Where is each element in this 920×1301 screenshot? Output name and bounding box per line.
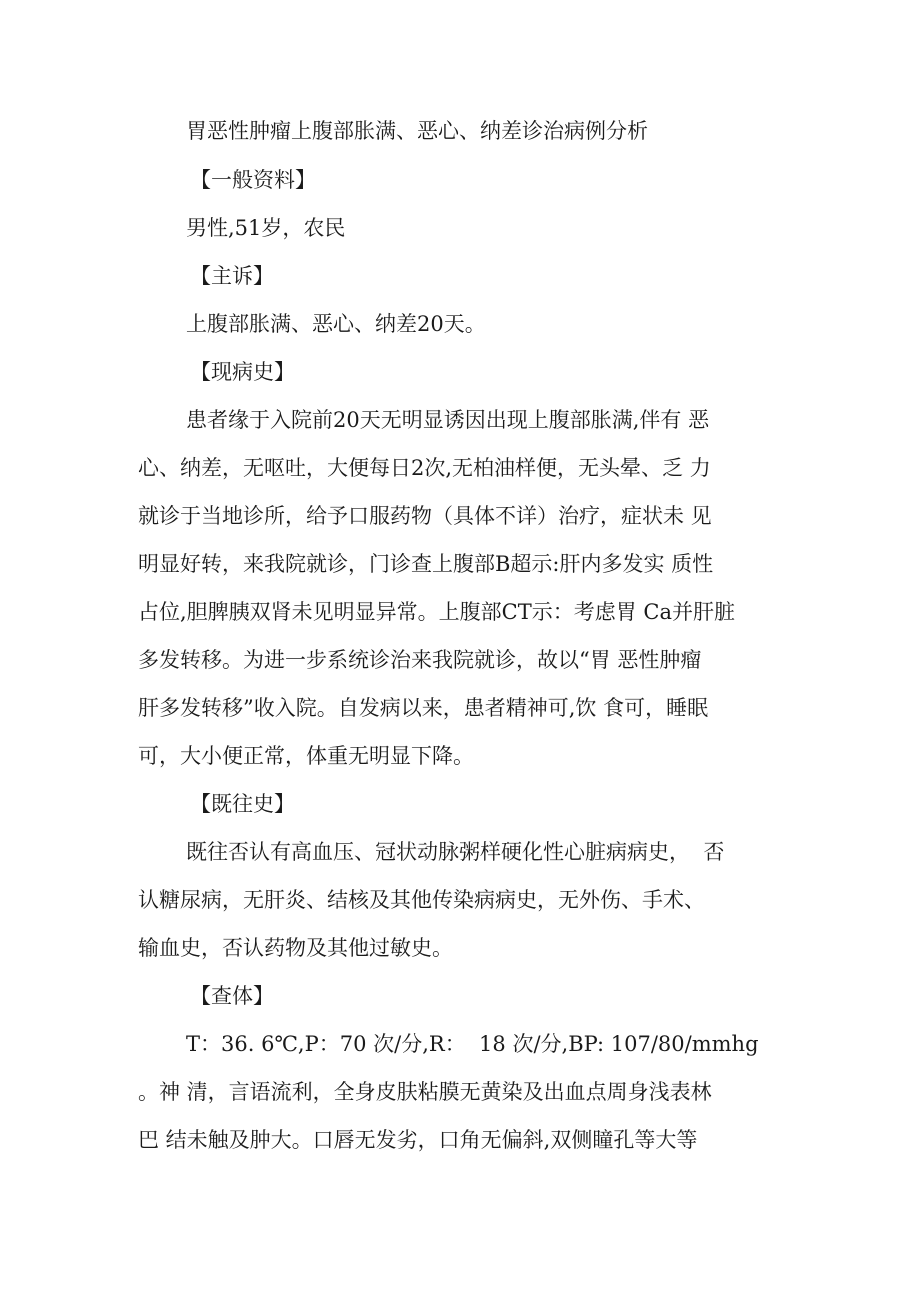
paragraph-line: 明显好转，来我院就诊，门诊查上腹部B超示:肝内多发实 质性 [138, 552, 714, 576]
section-heading-present-illness: 【现病史】 [190, 360, 295, 384]
paragraph-line: 既往否认有高血压、冠状动脉粥样硬化性心脏病病史， 否 [186, 840, 725, 864]
section-heading-general-info: 【一般资料】 [190, 168, 316, 192]
paragraph-line: 巴 结未触及肿大。口唇无发劣，口角无偏斜,双侧瞳孔等大等 [138, 1128, 698, 1152]
paragraph-line: 上腹部胀满、恶心、纳差20天。 [186, 312, 486, 336]
document-title: 胃恶性肿瘤上腹部胀满、恶心、纳差诊治病例分析 [186, 119, 648, 143]
paragraph-line: 输血史，否认药物及其他过敏史。 [138, 936, 453, 960]
paragraph-line: 。神 清，言语流利，全身皮肤粘膜无黄染及出血点周身浅表林 [138, 1080, 712, 1104]
paragraph-line: 肝多发转移”收入院。自发病以来，患者精神可,饮 食可，睡眠 [138, 696, 709, 720]
paragraph-line: 认糖尿病，无肝炎、结核及其他传染病病史，无外伤、手术、 [138, 888, 705, 912]
paragraph-line: 多发转移。为进一步系统诊治来我院就诊，故以“胃 恶性肿瘤 [138, 648, 702, 672]
paragraph-line: T：36. 6℃,P：70 次/分,R： 18 次/分,BP: 107/80/mmhg [186, 1032, 759, 1056]
paragraph-line: 男性,51岁，农民 [186, 216, 346, 240]
paragraph-line: 可，大小便正常，体重无明显下降。 [138, 744, 474, 768]
paragraph-line: 就诊于当地诊所，给予口服药物（具体不详）治疗，症状未 见 [138, 504, 712, 528]
paragraph-line: 患者缘于入院前20天无明显诱因出现上腹部胀满,伴有 恶 [186, 408, 710, 432]
section-heading-past-history: 【既往史】 [190, 792, 295, 816]
paragraph-line: 心、纳差，无呕吐，大便每日2次,无柏油样便，无头晕、乏 力 [138, 456, 711, 480]
section-heading-physical-exam: 【查体】 [190, 984, 274, 1008]
section-heading-chief-complaint: 【主诉】 [190, 264, 274, 288]
paragraph-line: 占位,胆脾胰双肾未见明显异常。上腹部CT示：考虑胃 Ca并肝脏 [138, 600, 736, 624]
